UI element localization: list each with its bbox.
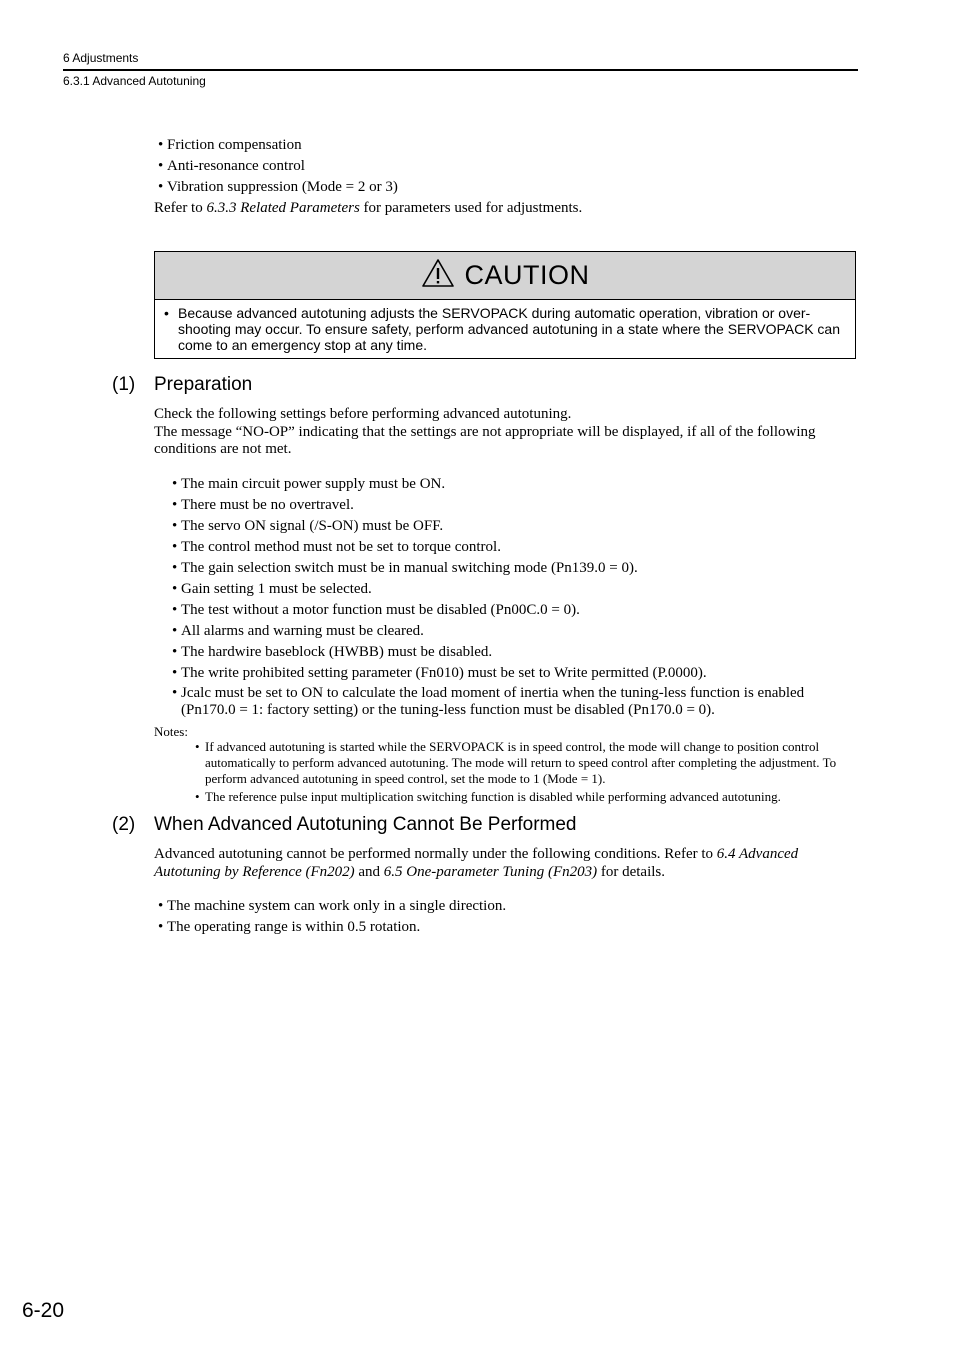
- refer-suffix: for parameters used for adjustments.: [359, 200, 583, 216]
- list-item: • All alarms and warning must be cleared.: [172, 621, 707, 642]
- caution-title: CAUTION: [464, 260, 590, 290]
- caution-header: [155, 252, 855, 300]
- section-2-paragraph: [154, 845, 858, 881]
- bullet-dot: •: [164, 305, 169, 321]
- list-item: • The machine system can work only in a single direction.: [158, 896, 506, 917]
- section-2-heading: [112, 814, 577, 836]
- list-item: [172, 685, 804, 719]
- paragraph-text: and: [354, 864, 384, 880]
- caution-text: Because advanced autotuning adjusts the SERVOPACK during automatic operation, vibration or over-shooting may occur. To ensure safety, perform advanced autotuning in a state where the SERVOPACK can come to an emergency stop at any time.: [178, 305, 841, 353]
- bullet-dot: •: [195, 739, 200, 754]
- note-text: The reference pulse input multiplication switching function is disabled while performing advanced autotuning.: [205, 789, 781, 804]
- page-number: 6-20: [22, 1299, 65, 1322]
- intro-bullet-list: [158, 135, 398, 198]
- paragraph-line: The message “NO-OP” indicating that the settings are not appropriate will be displayed, if all of the following conditions are not met.: [154, 423, 816, 457]
- warning-triangle-icon: [421, 258, 455, 293]
- list-item: • There must be no overtravel.: [172, 495, 707, 516]
- bullet-line: (Pn170.0 = 1: factory setting) or the tuning-less function must be disabled (Pn170.0 = 0).: [181, 702, 715, 718]
- section-number: (1): [112, 374, 136, 395]
- list-item: • The servo ON signal (/S-ON) must be OFF.: [172, 516, 707, 537]
- refer-prefix: Refer to: [154, 200, 207, 216]
- list-item: • Anti-resonance control: [158, 156, 398, 177]
- paragraph-line: Check the following settings before performing advanced autotuning.: [154, 406, 572, 422]
- list-item: • Vibration suppression (Mode = 2 or 3): [158, 177, 398, 198]
- limitations-bullet-list: [158, 896, 506, 938]
- reference-link-fn202[interactable]: 6.4 Advanced Autotuning by Reference (Fn202): [154, 846, 799, 880]
- note-text: If advanced autotuning is started while the SERVOPACK is in speed control, the mode will change to position control automatically to perform advanced autotuning. The mode will return to speed control after completing the adjustment. To perform advanced autotuning in speed control, set the mode to 1 (Mode = 1).: [205, 739, 837, 786]
- section-1-heading: [112, 374, 252, 396]
- section-header: 6.3.1 Advanced Autotuning: [63, 74, 206, 88]
- list-item: • The main circuit power supply must be ON.: [172, 474, 707, 495]
- chapter-header: 6 Adjustments: [63, 51, 139, 65]
- list-item: • Gain setting 1 must be selected.: [172, 579, 707, 600]
- section-title: When Advanced Autotuning Cannot Be Performed: [154, 814, 577, 835]
- section-title: Preparation: [154, 374, 253, 395]
- refer-line: [154, 198, 582, 219]
- notes-label: Notes:: [154, 724, 188, 739]
- refer-link[interactable]: 6.3.3 Related Parameters: [206, 200, 360, 216]
- note-item: [195, 789, 860, 805]
- caution-body: [155, 300, 855, 353]
- list-item: • The write prohibited setting parameter (Fn010) must be set to Write permitted (P.0000).: [172, 663, 707, 684]
- list-item: • Friction compensation: [158, 135, 398, 156]
- section-1-paragraph: [154, 406, 858, 459]
- section-number: (2): [112, 814, 136, 835]
- notes-list: [195, 739, 860, 805]
- note-item: [195, 739, 860, 787]
- list-item: • The test without a motor function must be disabled (Pn00C.0 = 0).: [172, 600, 707, 621]
- paragraph-text: Advanced autotuning cannot be performed normally under the following conditions. Refer to: [154, 846, 717, 862]
- list-item: • The hardwire baseblock (HWBB) must be disabled.: [172, 642, 707, 663]
- bullet-line: • Jcalc must be set to ON to calculate the load moment of inertia when the tuning-less function is enabled: [172, 685, 804, 702]
- preparation-bullet-list: [172, 474, 707, 684]
- header-rule: [63, 69, 858, 71]
- bullet-dot: •: [195, 789, 200, 804]
- list-item: • The gain selection switch must be in manual switching mode (Pn139.0 = 0).: [172, 558, 707, 579]
- list-item: • The control method must not be set to torque control.: [172, 537, 707, 558]
- reference-link-fn203[interactable]: 6.5 One-parameter Tuning (Fn203): [383, 864, 598, 880]
- caution-box: [154, 251, 856, 359]
- list-item: • The operating range is within 0.5 rotation.: [158, 917, 506, 938]
- paragraph-text: for details.: [597, 864, 666, 880]
